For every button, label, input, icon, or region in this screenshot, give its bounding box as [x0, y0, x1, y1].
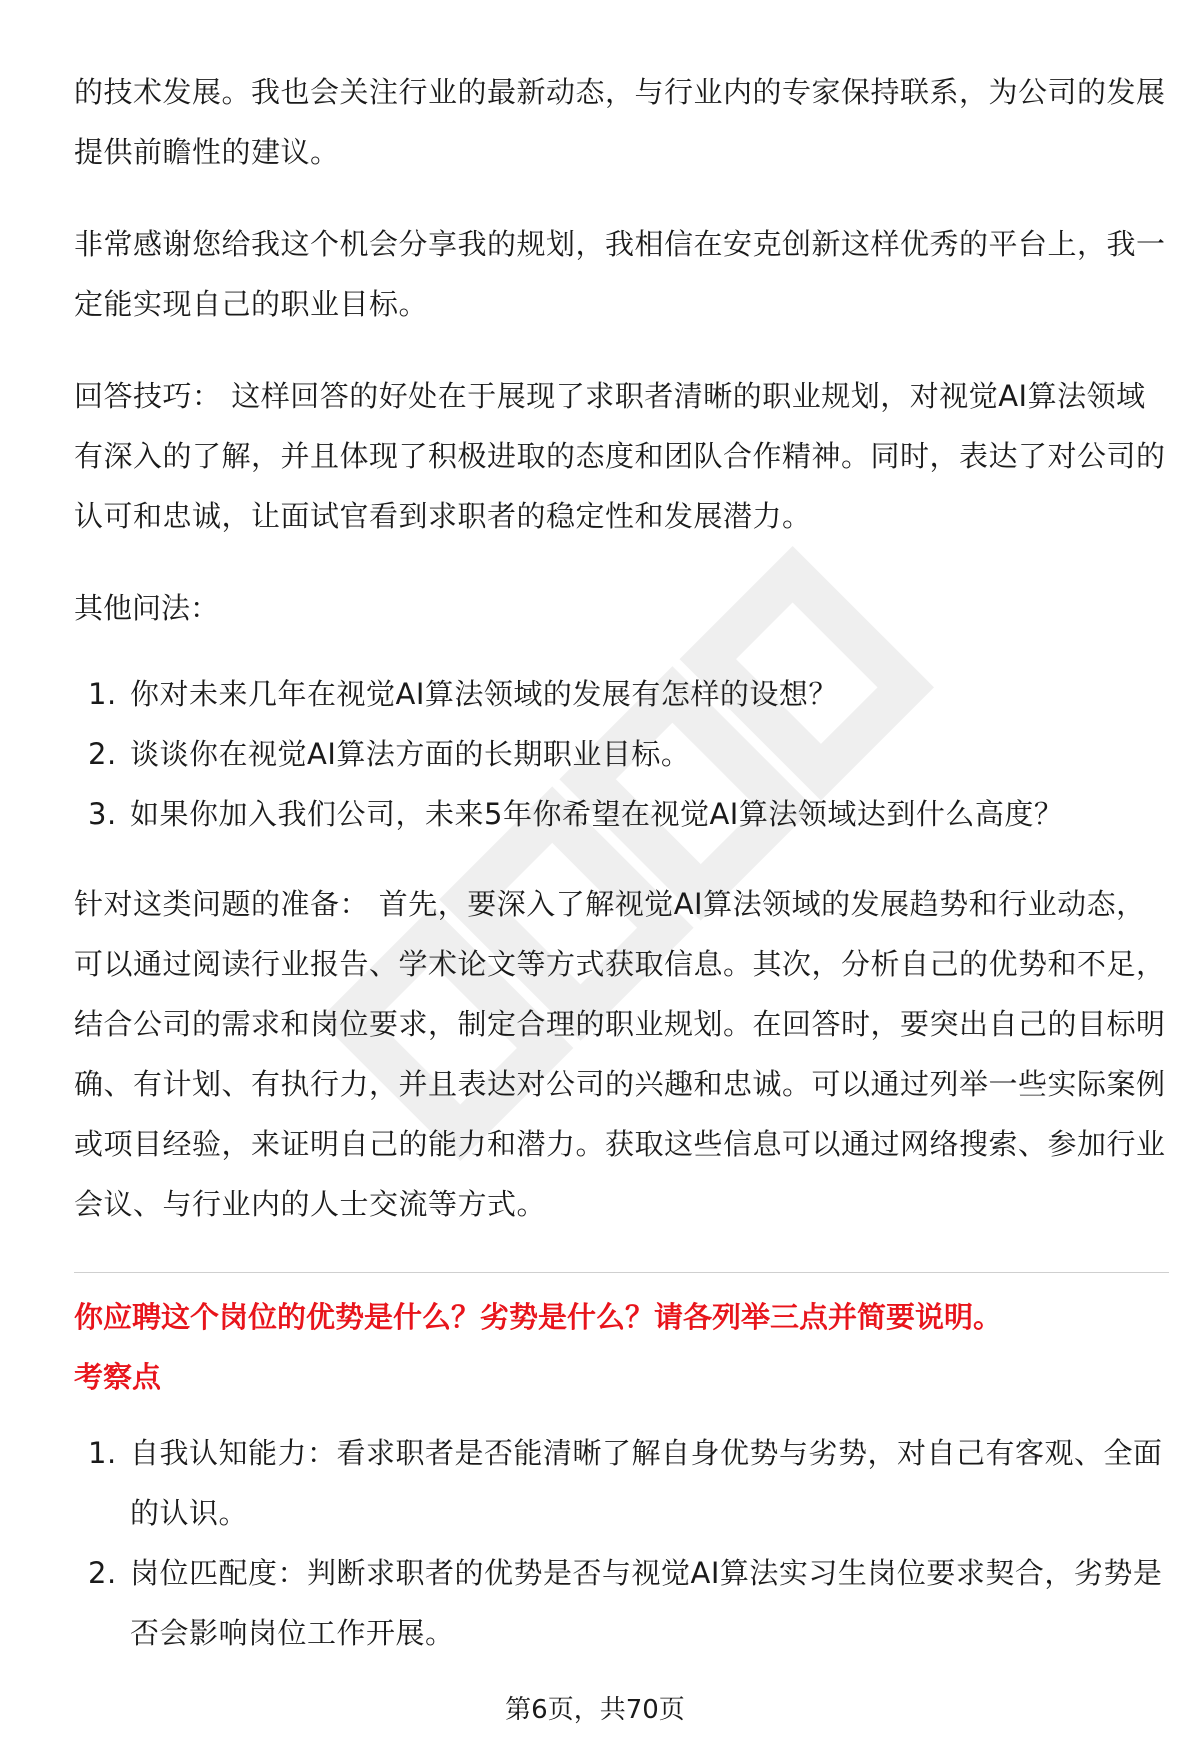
list-text: 谈谈你在视觉AI算法方面的长期职业目标。 [130, 737, 691, 771]
paragraph-thanks: 非常感谢您给我这个机会分享我的规划，我相信在安克创新这样优秀的平台上，我一定能实现自己的职业目标。 [74, 227, 1166, 321]
list-item [74, 724, 1169, 784]
list-number: 1. [88, 677, 117, 711]
paragraph-continuation: 的技术发展。我也会关注行业的最新动态，与行业内的专家保持联系，为公司的发展提供前瞻性的建议。 [74, 75, 1166, 169]
question-title: 你应聘这个岗位的优势是什么？劣势是什么？请各列举三点并简要说明。 [74, 1300, 1003, 1334]
list-number: 2. [88, 737, 117, 771]
assessment-points-list [74, 1423, 1169, 1663]
list-text: 你对未来几年在视觉AI算法领域的发展有怎样的设想？ [130, 677, 838, 711]
list-text: 自我认知能力：看求职者是否能清晰了解自身优势与劣势，对自己有客观、全面的认识。 [130, 1436, 1163, 1530]
document-page [74, 62, 1169, 1693]
list-item [74, 1543, 1169, 1663]
paragraph-answer-tips: 回答技巧： 这样回答的好处在于展现了求职者清晰的职业规划，对视觉AI算法领域有深入的了解，并且体现了积极进取的态度和团队合作精神。同时，表达了对公司的认可和忠诚，让面试官看到求职者的稳定性和发展潜力。 [74, 379, 1166, 533]
paragraph-preparation: 针对这类问题的准备： 首先，要深入了解视觉AI算法领域的发展趋势和行业动态，可以通过阅读行业报告、学术论文等方式获取信息。其次，分析自己的优势和不足，结合公司的需求和岗位要求，制定合理的职业规划。在回答时，要突出自己的目标明确、有计划、有执行力，并且表达对公司的兴趣和忠诚。可以通过列举一些实际案例或项目经验，来证明自己的能力和潜力。获取这些信息可以通过网络搜索、参加行业会议、与行业内的人士交流等方式。 [74, 887, 1166, 1221]
assessment-points-title: 考察点 [74, 1360, 162, 1394]
list-text: 如果你加入我们公司，未来5年你希望在视觉AI算法领域达到什么高度？ [130, 797, 1064, 831]
other-questions-list [74, 664, 1169, 844]
list-item [74, 784, 1169, 844]
list-item [74, 1423, 1169, 1543]
section-divider [74, 1272, 1169, 1273]
page-footer: 第6页，共70页 [505, 1695, 685, 1725]
other-questions-label: 其他问法： [74, 591, 220, 625]
list-number: 1. [88, 1436, 117, 1470]
list-item [74, 664, 1169, 724]
list-number: 2. [88, 1556, 117, 1590]
list-number: 3. [88, 797, 117, 831]
list-text: 岗位匹配度：判断求职者的优势是否与视觉AI算法实习生岗位要求契合，劣势是否会影响岗位工作开展。 [130, 1556, 1163, 1650]
